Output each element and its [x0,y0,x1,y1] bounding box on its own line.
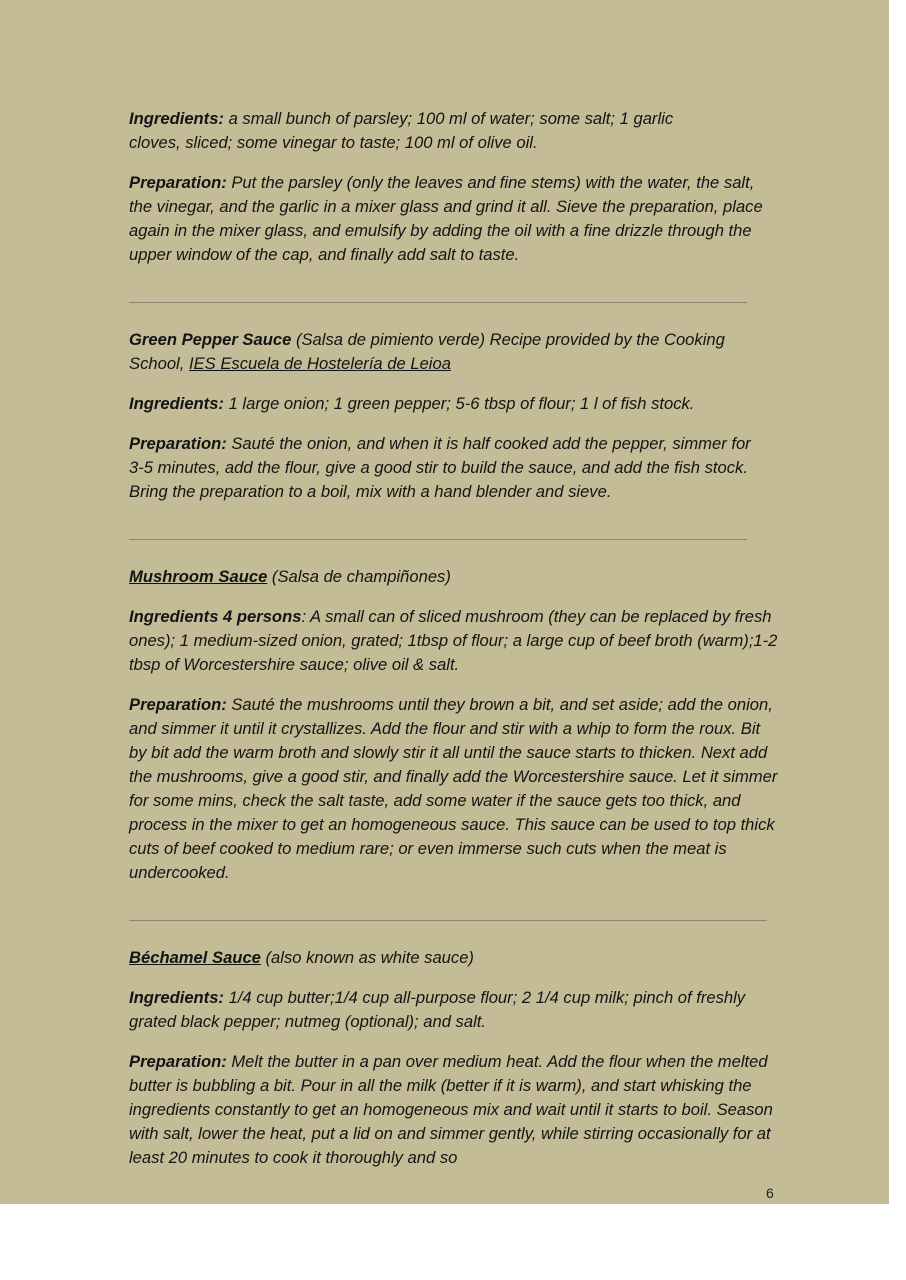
ingredients-label: Ingredients: [129,394,224,413]
school-link[interactable]: IES Escuela de Hostelería de Leioa [188,354,451,373]
preparation-label: Preparation: [129,1052,227,1071]
bechamel-ingredients [129,986,759,1034]
green-pepper-heading [129,328,729,376]
recipe-title: Béchamel Sauce [129,948,261,967]
ingredients-text: 1 large onion; 1 green pepper; 5-6 tbsp of flour; 1 l of fish stock. [223,394,695,413]
green-pepper-ingredients [129,392,781,416]
parsley-ingredients [129,107,729,155]
section-divider [129,539,747,540]
section-divider [129,302,747,303]
ingredients-label: Ingredients 4 persons [129,607,302,626]
preparation-text: Sauté the mushrooms until they brown a bit, and set aside; add the onion, and simmer it until it crystallizes. Add the flour and stir with a whip to form the roux. Bit by bit add the warm broth and slowly stir it all until the sauce starts to thicken. Next add the mushrooms, give a good stir, and finally add the Worcestershire sauce. Let it simmer for some mins, check the salt taste, add some water if the sauce gets too thick, and process in the mixer to get an homogeneous sauce. This sauce can be used to top thick cuts of beef cooked to medium rare; or even immerse such cuts when the meat is undercooked. [129,695,778,882]
recipe-title: Green Pepper Sauce [129,330,292,349]
page-content [129,107,781,1170]
green-pepper-preparation [129,432,769,504]
mushroom-heading [129,565,781,589]
preparation-label: Preparation: [129,695,227,714]
mushroom-preparation [129,693,781,885]
preparation-text: Put the parsley (only the leaves and fine stems) with the water, the salt, the vinegar, and the garlic in a mixer glass and grind it all. Sieve the preparation, place again in the mixer glass, and emulsify by adding the oil with a fine drizzle through the upper window of the cap, and finally add salt to taste. [129,173,763,264]
bechamel-heading [129,946,781,970]
recipe-subtitle: (Salsa de pimiento verde) Recipe provided by the Cooking School, [129,330,725,373]
page-number: 6 [766,1185,774,1201]
ingredients-text: : A small can of sliced mushroom (they can be replaced by fresh ones); 1 medium-sized onion, grated; 1tbsp of flour; a large cup of beef broth (warm);1-2 tbsp of Worcestershire sauce; olive oil & salt. [129,607,778,674]
ingredients-text: 1/4 cup butter;1/4 cup all-purpose flour; 2 1/4 cup milk; pinch of freshly grated black pepper; nutmeg (optional); and salt. [129,988,746,1031]
recipe-subtitle: (Salsa de champiñones) [267,567,451,586]
ingredients-text: a small bunch of parsley; 100 ml of water; some salt; 1 garlic cloves, sliced; some vinegar to taste; 100 ml of olive oil. [129,109,674,152]
section-divider [129,920,767,921]
recipe-title: Mushroom Sauce [129,567,268,586]
preparation-label: Preparation: [129,434,227,453]
bechamel-preparation [129,1050,781,1170]
ingredients-label: Ingredients: [129,988,224,1007]
parsley-preparation [129,171,781,267]
preparation-label: Preparation: [129,173,227,192]
recipe-subtitle: (also known as white sauce) [260,948,474,967]
mushroom-ingredients [129,605,781,677]
preparation-text: Melt the butter in a pan over medium heat. Add the flour when the melted butter is bubbling a bit. Pour in all the milk (better if it is warm), and start whisking the ingredients constantly to get an homogeneous mix and wait until it starts to boil. Season with salt, lower the heat, put a lid on and simmer gently, while stirring occasionally for at least 20 minutes to cook it thoroughly and so [129,1052,773,1167]
preparation-text: Sauté the onion, and when it is half cooked add the pepper, simmer for 3-5 minutes, add the flour, give a good stir to build the sauce, and add the fish stock. Bring the preparation to a boil, mix with a hand blender and sieve. [129,434,751,501]
ingredients-label: Ingredients: [129,109,224,128]
